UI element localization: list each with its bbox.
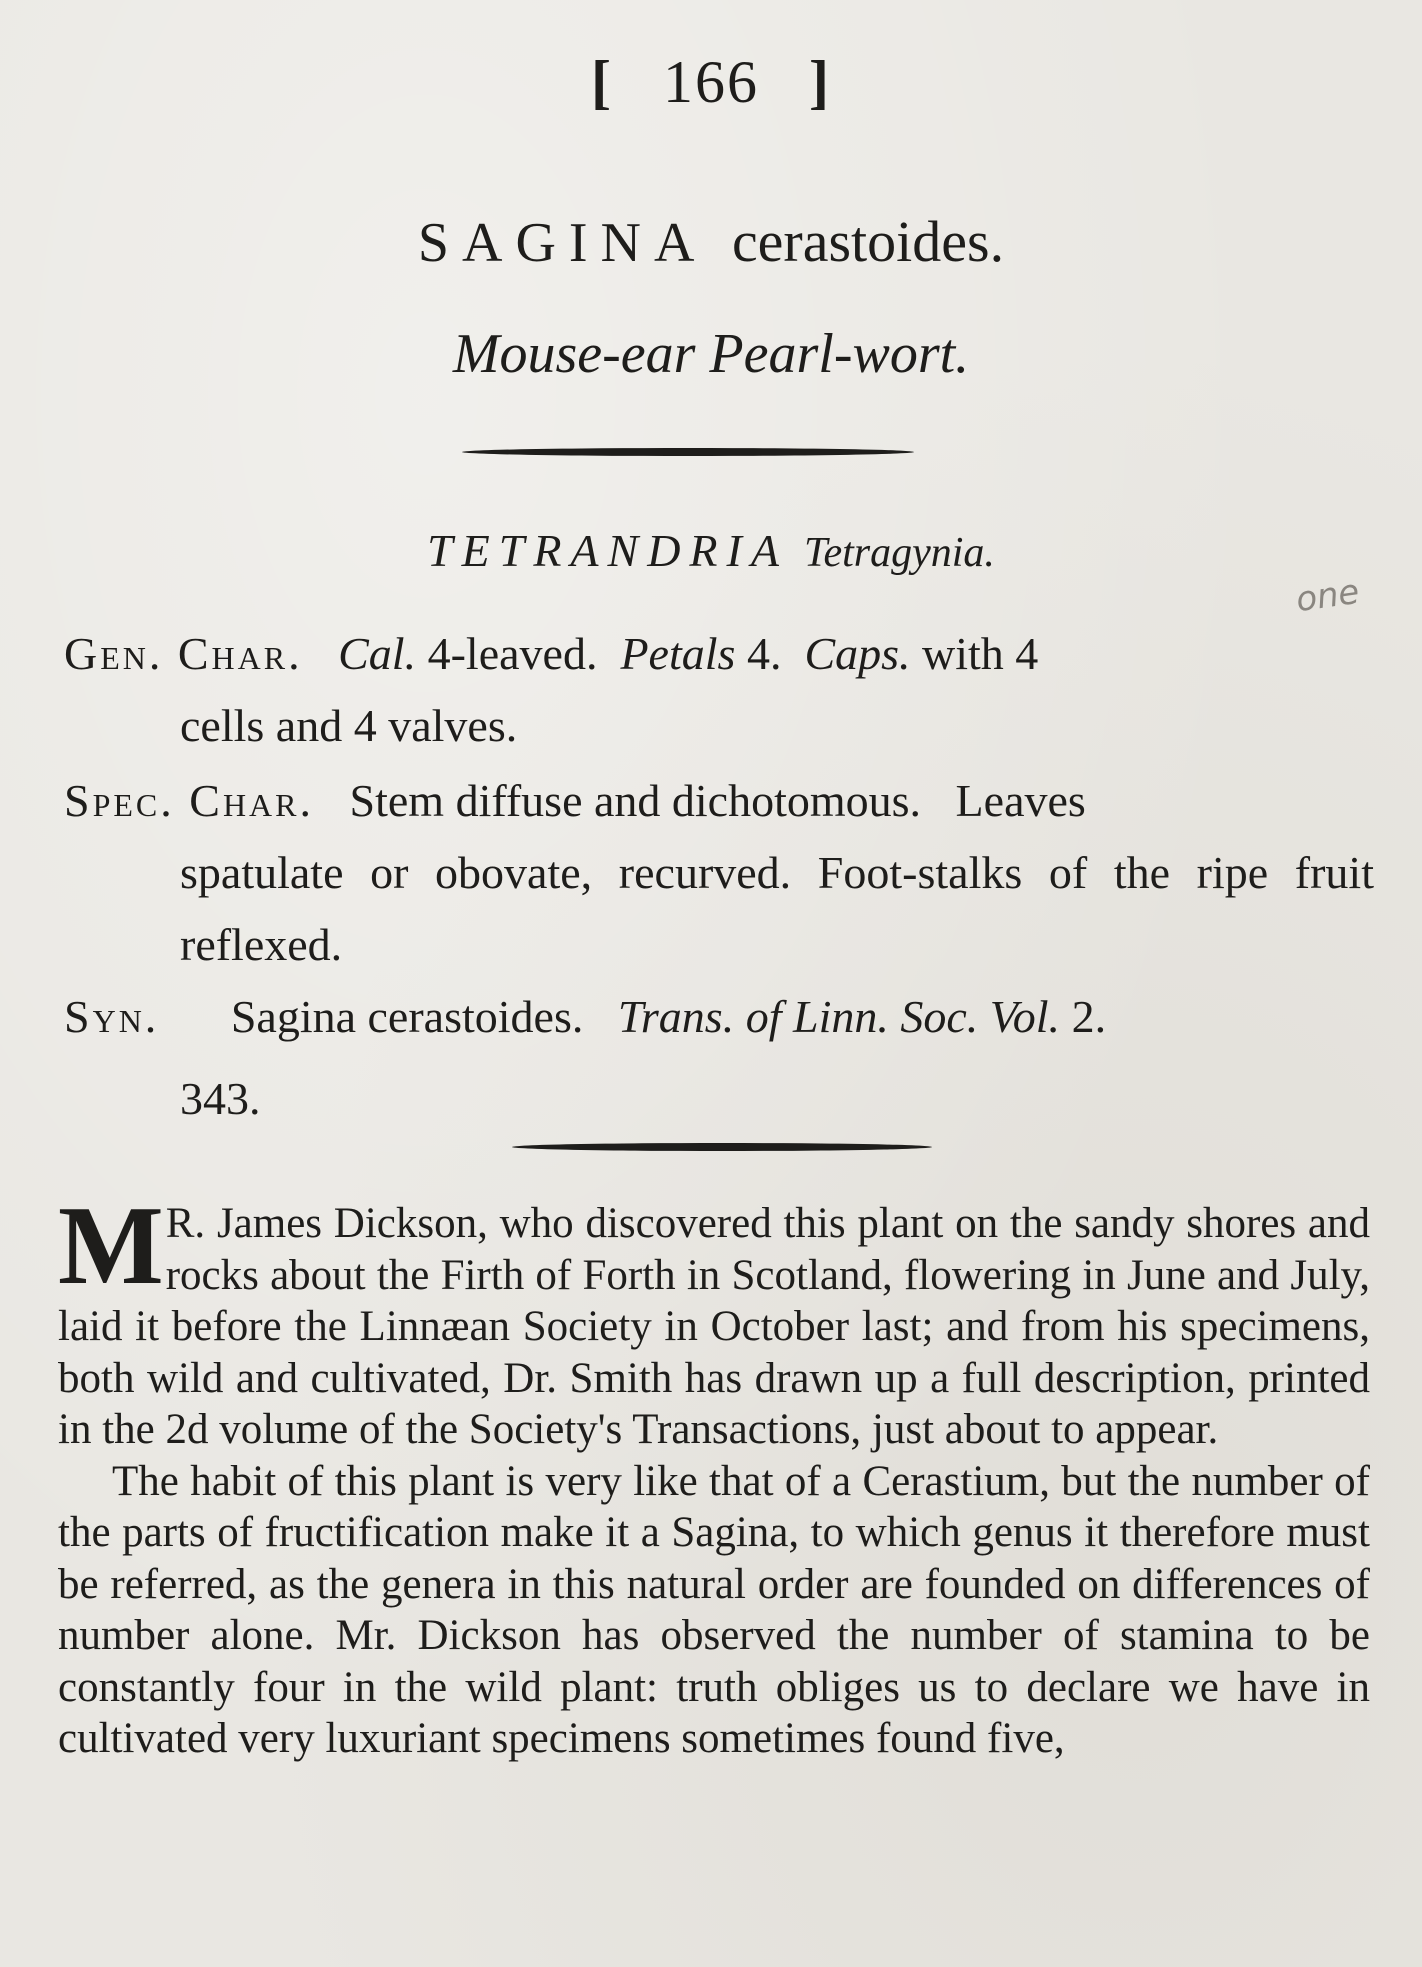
common-name: Mouse-ear Pearl-wort. <box>452 323 970 385</box>
generic-character <box>64 618 1374 762</box>
page-number <box>0 48 1422 117</box>
specific-character <box>64 765 1374 981</box>
synonym <box>64 981 1374 1135</box>
drop-cap: M <box>58 1184 164 1308</box>
syn-reference: Trans. of Linn. Soc. Vol. <box>617 991 1061 1042</box>
bracket-close: ] <box>809 49 831 115</box>
paragraph-1 <box>58 1184 1371 1456</box>
gen-char-continuation: cells and 4 valves. <box>180 700 518 751</box>
bracket-open: [ <box>591 49 613 115</box>
gen-char-t2: 4. <box>746 628 782 679</box>
gen-char-t3: with 4 <box>922 628 1039 679</box>
gen-char-label: Gen. Char. <box>64 628 303 679</box>
species-title <box>0 208 1422 275</box>
syn-continuation: 343. <box>180 1073 261 1124</box>
genus-name: SAGINA <box>417 212 708 274</box>
syn-volume: 2. <box>1071 991 1107 1042</box>
divider-rule <box>462 448 914 456</box>
page-number-value: 166 <box>663 49 759 115</box>
spec-char-continuation: spatulate or obovate, recurved. Foot-stalks of the ripe fruit reflexed. <box>180 847 1374 970</box>
syn-text: Sagina cerastoides. <box>230 991 584 1042</box>
spec-char-label: Spec. Char. <box>64 775 315 826</box>
species-epithet: cerastoides. <box>731 209 1005 274</box>
divider-rule-2 <box>512 1143 932 1151</box>
cal-text: Cal. <box>338 628 417 679</box>
paragraph-1-text: James Dickson, who discovered this plant on the sandy shores and rocks about the Firth of Forth in Scotland, flowering in June and July, laid it before the Linnæan Society in October last; and from his specimens, both wild and cultivated, Dr. Smith has drawn up a full description, printed in the 2d volume of the Society's Transactions, just about to appear. <box>58 1200 1371 1453</box>
paragraph-1-lead: R. <box>165 1200 206 1247</box>
paragraph-2: The habit of this plant is very like that of a Cerastium, but the number of the parts of fructification make it a Sagina, to which genus it therefore must be referred, as the genera in this natural order are founded on differences of number alone. Mr. Dickson has observed the number of stamina to be constantly four in the wild plant: truth obliges us to declare we have in cultivated very luxuriant specimens sometimes found five, <box>58 1457 1370 1762</box>
caps-text: Caps. <box>804 628 911 679</box>
handwritten-annotation: one <box>1293 571 1362 621</box>
syn-label: Syn. <box>64 991 160 1042</box>
description-text <box>58 1184 1371 1765</box>
petals-text: Petals <box>620 628 736 679</box>
linnaean-classification <box>0 524 1422 577</box>
class-name: TETRANDRIA <box>427 525 788 576</box>
order-name: Tetragynia. <box>803 530 995 576</box>
spec-char-line1: Stem diffuse and dichotomous. Leaves <box>349 775 1086 826</box>
gen-char-t1: 4-leaved. <box>427 628 598 679</box>
